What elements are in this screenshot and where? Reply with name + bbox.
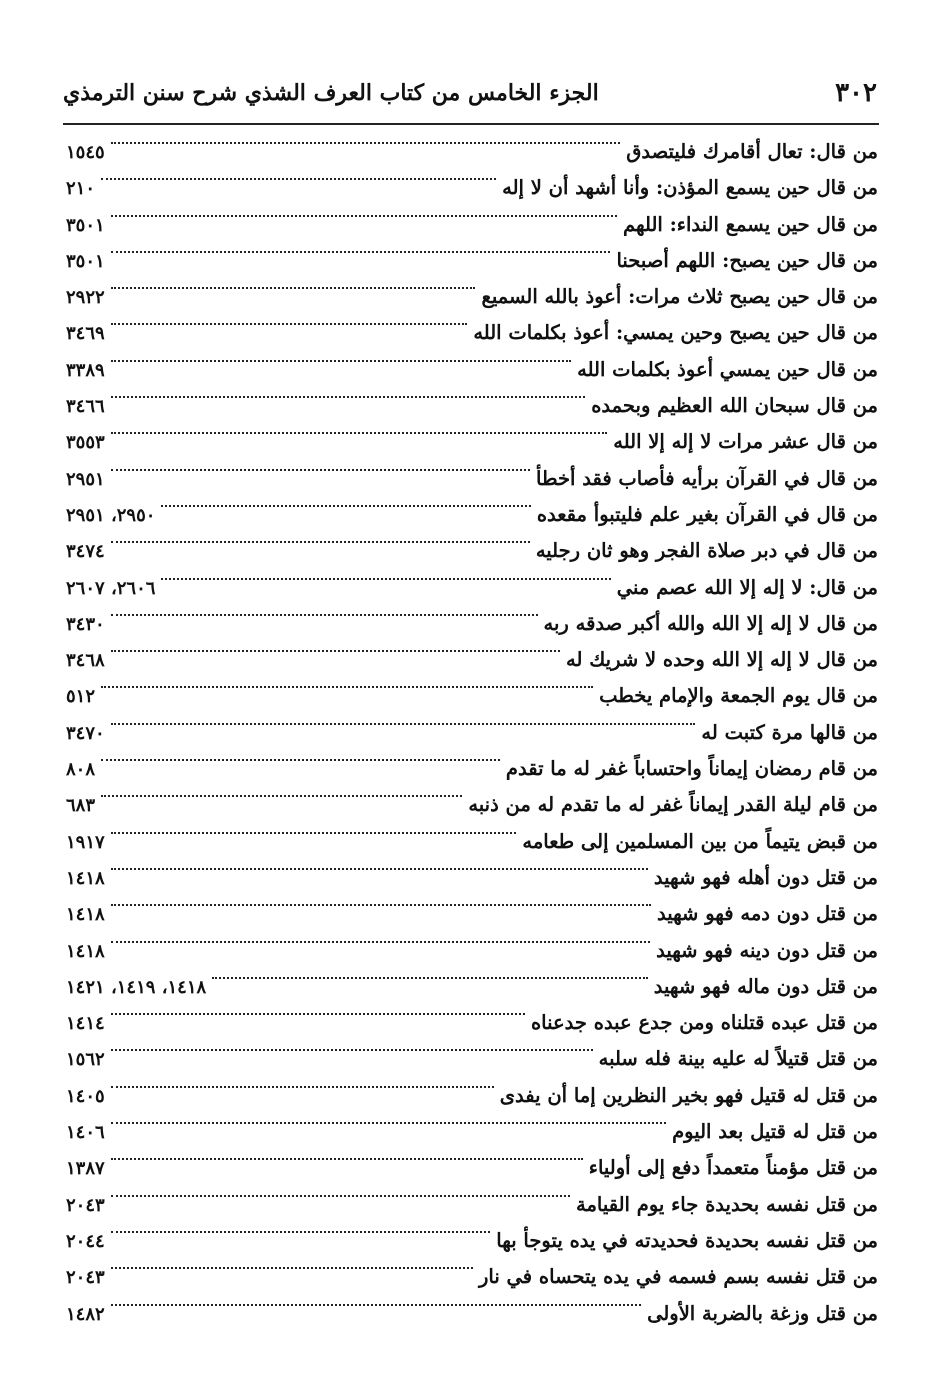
entry-hadith-number: ٣٥٠١ [66, 250, 105, 272]
index-entry [66, 321, 878, 357]
entry-hadith-number: ١٤١٨، ١٤١٩، ١٤٢١ [66, 976, 207, 998]
entry-hadith-number: ٥١٢ [66, 686, 96, 708]
index-entry [66, 430, 878, 466]
entry-text: من قتل نفسه بحديدة فحديدته في يده يتوجأ بها [496, 1228, 878, 1252]
entry-text: من قال حين يصبح ثلاث مرات: أعوذ بالله السميع [481, 285, 878, 309]
header-rule [63, 123, 879, 125]
dot-leader [101, 795, 462, 797]
dot-leader [111, 287, 476, 289]
entry-hadith-number: ١٥٦٢ [66, 1049, 105, 1071]
entry-hadith-number: ١٤٠٦ [66, 1122, 105, 1144]
index-entry [66, 1193, 878, 1229]
index-entry [66, 1302, 878, 1338]
index-entry [66, 830, 878, 866]
dot-leader [111, 723, 696, 725]
index-entry [66, 684, 878, 720]
index-entry [66, 793, 878, 829]
index-entry [66, 757, 878, 793]
entry-text: من قتل دون دينه فهو شهيد [656, 938, 878, 962]
dot-leader [111, 541, 530, 543]
entry-hadith-number: ٢١٠ [66, 178, 96, 200]
entry-text: من قبض يتيماً من بين المسلمين إلى طعامه [522, 829, 878, 853]
entry-text: من قتل عبده قتلناه ومن جدع عبده جدعناه [530, 1011, 878, 1035]
page-number: ٣٠٢ [835, 78, 877, 108]
entry-hadith-number: ٢٦٠٦، ٢٦٠٧ [66, 577, 156, 599]
index-entry [66, 358, 878, 394]
entry-hadith-number: ٨٠٨ [66, 759, 96, 781]
dot-leader [111, 1231, 491, 1233]
entry-text: من قال يوم الجمعة والإمام يخطب [599, 684, 878, 708]
entry-text: من قتل مؤمناً متعمداً دفع إلى أولياء [588, 1156, 878, 1180]
dot-leader [111, 1195, 570, 1197]
index-entry [66, 503, 878, 539]
dot-leader [111, 1122, 666, 1124]
dot-leader [161, 505, 530, 507]
index-entry [66, 866, 878, 902]
entry-text: من قتل نفسه بسم فسمه في يده يتحساه في نار [478, 1265, 878, 1289]
index-entry [66, 285, 878, 321]
entry-hadith-number: ٢٩٢٢ [66, 287, 105, 309]
index-entry [66, 1156, 878, 1192]
entry-hadith-number: ١٤٠٥ [66, 1085, 105, 1107]
dot-leader [111, 432, 608, 434]
entry-text: من قتل دون أهله فهو شهيد [653, 865, 878, 889]
entry-hadith-number: ٢٩٥٠، ٢٩٥١ [66, 504, 156, 526]
entry-text: من قال: لا إله إلا الله عصم مني [616, 575, 878, 599]
entry-hadith-number: ٢٩٥١ [66, 468, 105, 490]
entry-text: من قال في القرآن بغير علم فليتبوأ مقعده [536, 502, 878, 526]
entry-hadith-number: ٣٣٨٩ [66, 359, 105, 381]
entry-hadith-number: ١٤١٨ [66, 940, 105, 962]
index-entry [66, 176, 878, 212]
index-entry [66, 612, 878, 648]
index-entry [66, 467, 878, 503]
dot-leader [111, 1158, 583, 1160]
index-entry-list [66, 140, 878, 1338]
entry-hadith-number: ١٤١٤ [66, 1013, 105, 1035]
entry-hadith-number: ٢٠٤٣ [66, 1194, 105, 1216]
entry-text: من قال حين يصبح وحين يمسي: أعوذ بكلمات الله [473, 321, 878, 345]
index-entry [66, 902, 878, 938]
entry-text: من قال: تعال أقامرك فليتصدق [626, 140, 878, 163]
dot-leader [101, 759, 500, 761]
entry-hadith-number: ٦٨٣ [66, 795, 96, 817]
entry-text: من قالها مرة كتبت له [701, 720, 878, 744]
dot-leader [111, 1013, 525, 1015]
entry-text: من قتل له قتيل بعد اليوم [672, 1120, 878, 1144]
dot-leader [111, 650, 560, 652]
dot-leader [111, 142, 621, 144]
entry-text: من قال حين يصبح: اللهم أصبحنا [616, 248, 878, 272]
dot-leader [111, 1049, 593, 1051]
dot-leader [111, 1086, 494, 1088]
dot-leader [101, 178, 496, 180]
entry-hadith-number: ٣٤٦٩ [66, 323, 105, 345]
dot-leader [111, 396, 586, 398]
entry-hadith-number: ٣٥٠١ [66, 214, 105, 236]
entry-text: من قام رمضان إيماناً واحتساباً غفر له ما تقدم [505, 757, 878, 781]
entry-hadith-number: ٢٠٤٤ [66, 1230, 105, 1252]
dot-leader [111, 360, 571, 362]
dot-leader [111, 251, 611, 253]
entry-text: من قتل له قتيل فهو بخير النظرين إما أن يفدى [499, 1083, 878, 1107]
entry-hadith-number: ١٣٨٧ [66, 1158, 105, 1180]
entry-hadith-number: ١٤١٨ [66, 867, 105, 889]
index-entry [66, 1084, 878, 1120]
dot-leader [212, 977, 648, 979]
index-entry [66, 1011, 878, 1047]
index-entry [66, 1265, 878, 1301]
entry-text: من قتل دون ماله فهو شهيد [653, 974, 878, 998]
dot-leader [111, 323, 468, 325]
entry-text: من قتل وزغة بالضربة الأولى [647, 1301, 878, 1325]
dot-leader [111, 868, 648, 870]
dot-leader [161, 578, 610, 580]
entry-hadith-number: ١٩١٧ [66, 831, 105, 853]
entry-text: من قال في القرآن برأيه فأصاب فقد أخطأ [536, 466, 878, 490]
entry-text: من قتل نفسه بحديدة جاء يوم القيامة [576, 1192, 878, 1216]
entry-text: من قال عشر مرات لا إله إلا الله [613, 430, 878, 454]
index-entry [66, 1047, 878, 1083]
entry-text: من قال حين يسمع النداء: اللهم [623, 212, 878, 236]
index-entry [66, 213, 878, 249]
entry-hadith-number: ١٤١٨ [66, 904, 105, 926]
dot-leader [111, 614, 538, 616]
dot-leader [101, 686, 593, 688]
entry-hadith-number: ٢٠٤٣ [66, 1267, 105, 1289]
entry-text: من قام ليلة القدر إيماناً غفر له ما تقدم له من ذنبه [468, 793, 878, 817]
running-title: الجزء الخامس من كتاب العرف الشذي شرح سنن الترمذي [63, 80, 599, 106]
dot-leader [111, 469, 530, 471]
index-entry [66, 721, 878, 757]
index-entry [66, 1229, 878, 1265]
dot-leader [111, 904, 651, 906]
entry-hadith-number: ٣٤٧٤ [66, 541, 105, 563]
entry-text: من قال لا إله إلا الله والله أكبر صدقه ربه [543, 611, 878, 635]
dot-leader [111, 215, 617, 217]
dot-leader [111, 941, 650, 943]
index-entry [66, 939, 878, 975]
dot-leader [111, 1304, 641, 1306]
index-entry [66, 249, 878, 285]
index-entry [66, 975, 878, 1011]
entry-hadith-number: ٣٤٧٠ [66, 722, 105, 744]
entry-text: من قال حين يسمع المؤذن: وأنا أشهد أن لا إله [502, 176, 878, 200]
index-entry [66, 394, 878, 430]
entry-text: من قال حين يمسي أعوذ بكلمات الله [577, 357, 878, 381]
entry-hadith-number: ٣٤٦٨ [66, 650, 105, 672]
entry-hadith-number: ٣٤٦٦ [66, 396, 105, 418]
index-entry [66, 1120, 878, 1156]
entry-hadith-number: ١٥٤٥ [66, 142, 105, 163]
entry-text: من قال في دبر صلاة الفجر وهو ثان رجليه [535, 539, 878, 563]
entry-text: من قال لا إله إلا الله وحده لا شريك له [566, 648, 878, 672]
entry-hadith-number: ٣٤٣٠ [66, 613, 105, 635]
entry-hadith-number: ١٤٨٢ [66, 1303, 105, 1325]
index-entry [66, 648, 878, 684]
page-header [63, 72, 877, 120]
index-entry [66, 140, 878, 176]
entry-text: من قتل قتيلاً له عليه بينة فله سلبه [598, 1047, 878, 1071]
entry-text: من قال سبحان الله العظيم وبحمده [591, 394, 878, 418]
entry-hadith-number: ٣٥٥٣ [66, 432, 105, 454]
index-entry [66, 576, 878, 612]
dot-leader [111, 1267, 473, 1269]
entry-text: من قتل دون دمه فهو شهيد [656, 902, 878, 926]
dot-leader [111, 832, 517, 834]
index-entry [66, 539, 878, 575]
